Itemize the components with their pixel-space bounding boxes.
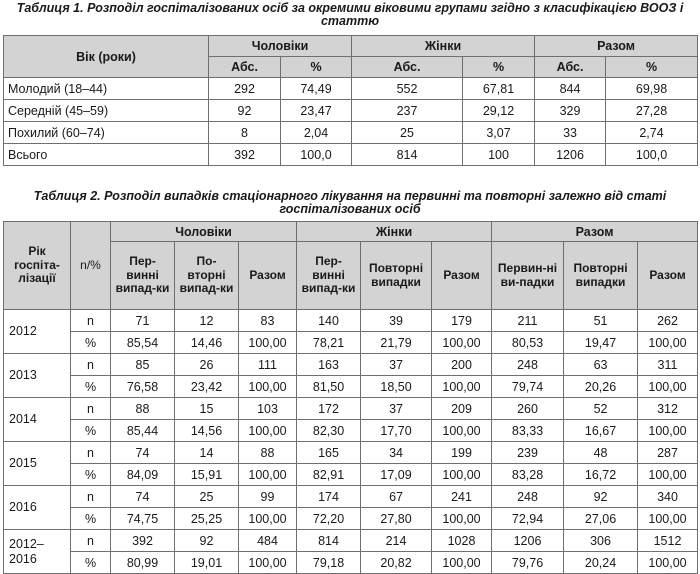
table-cell: 27,80 — [361, 508, 432, 530]
table-cell: 20,82 — [361, 552, 432, 574]
table-cell: 20,26 — [564, 376, 638, 398]
table-cell: 1206 — [535, 144, 606, 166]
measure-cell: % — [71, 332, 111, 354]
year-cell: 2013 — [4, 354, 71, 398]
table-cell: 100,00 — [432, 464, 492, 486]
group-header-men: Чоловіки — [111, 222, 297, 242]
table-cell: 25 — [175, 486, 239, 508]
sub-header: По-вторні випад-ки — [175, 242, 239, 310]
measure-cell: n — [71, 354, 111, 376]
table-cell: 214 — [361, 530, 432, 552]
group-header-total: Разом — [535, 36, 698, 57]
table-cell: 179 — [432, 310, 492, 332]
table-cell: 100,0 — [281, 144, 352, 166]
table-cell: 199 — [432, 442, 492, 464]
table1-caption: Таблиця 1. Розподіл госпіталізованих осіб за окремими віковими групами згідно з класифікацією ВООЗ і статтю — [16, 1, 684, 28]
table-cell: 1206 — [492, 530, 564, 552]
sub-header: Пер-винні випад-ки — [111, 242, 175, 310]
table-cell: 19,47 — [564, 332, 638, 354]
table-cell: 16,72 — [564, 464, 638, 486]
measure-cell: n — [71, 486, 111, 508]
table-cell: 84,09 — [111, 464, 175, 486]
table-cell: 17,09 — [361, 464, 432, 486]
table-cell: 79,74 — [492, 376, 564, 398]
table-cell: 200 — [432, 354, 492, 376]
table2-body — [4, 310, 698, 574]
sub-header: Разом — [432, 242, 492, 310]
row-label: Всього — [4, 144, 209, 166]
table-cell: 37 — [361, 354, 432, 376]
sub-header: % — [281, 57, 352, 78]
table-cell: 165 — [297, 442, 361, 464]
table-cell: 33 — [535, 122, 606, 144]
year-cell: 2012 — [4, 310, 71, 354]
table-cell: 100,00 — [432, 420, 492, 442]
table-cell: 1028 — [432, 530, 492, 552]
table-cell: 1512 — [638, 530, 698, 552]
table-cell: 67,81 — [463, 78, 535, 100]
group-header-women: Жінки — [352, 36, 535, 57]
table-cell: 20,24 — [564, 552, 638, 574]
table-cell: 48 — [564, 442, 638, 464]
measure-cell: n — [71, 398, 111, 420]
table-cell: 392 — [111, 530, 175, 552]
sub-header: Пер-винні випад-ки — [297, 242, 361, 310]
table-cell: 79,18 — [297, 552, 361, 574]
table-cell: 100,00 — [638, 420, 698, 442]
table-cell: 2,74 — [606, 122, 698, 144]
table-cell: 74 — [111, 486, 175, 508]
table-cell: 100,00 — [239, 464, 297, 486]
table-cell: 262 — [638, 310, 698, 332]
table-row — [4, 122, 698, 144]
table-cell: 80,99 — [111, 552, 175, 574]
row-label: Похилий (60–74) — [4, 122, 209, 144]
sub-header: Разом — [638, 242, 698, 310]
table-cell: 23,47 — [281, 100, 352, 122]
table-cell: 100,00 — [432, 376, 492, 398]
table-cell: 100,00 — [239, 376, 297, 398]
table-cell: 51 — [564, 310, 638, 332]
table-cell: 292 — [209, 78, 281, 100]
year-cell: 2015 — [4, 442, 71, 486]
table-cell: 260 — [492, 398, 564, 420]
table-cell: 18,50 — [361, 376, 432, 398]
table-cell: 103 — [239, 398, 297, 420]
sub-header: Абс. — [352, 57, 463, 78]
table-cell: 88 — [239, 442, 297, 464]
sub-header: Повторні випадки — [564, 242, 638, 310]
table1-body — [4, 78, 698, 166]
table-cell: 241 — [432, 486, 492, 508]
measure-cell: % — [71, 464, 111, 486]
table-cell: 311 — [638, 354, 698, 376]
table-cell: 82,91 — [297, 464, 361, 486]
table-cell: 27,06 — [564, 508, 638, 530]
group-header-women: Жінки — [297, 222, 492, 242]
table-cell: 14,56 — [175, 420, 239, 442]
table-cell: 82,30 — [297, 420, 361, 442]
sub-header: Повторні випадки — [361, 242, 432, 310]
table-cell: 8 — [209, 122, 281, 144]
treatment-cases-table — [3, 221, 698, 574]
table2-caption: Таблиця 2. Розподіл випадків стаціонарного лікування на первинні та повторні залежно від статі госпіталізованих осіб — [33, 189, 667, 216]
table-cell: 329 — [535, 100, 606, 122]
table-cell: 100,00 — [432, 332, 492, 354]
table-cell: 27,28 — [606, 100, 698, 122]
table-cell: 312 — [638, 398, 698, 420]
table-cell: 100,00 — [638, 552, 698, 574]
table-cell: 172 — [297, 398, 361, 420]
year-cell: 2014 — [4, 398, 71, 442]
table-cell: 552 — [352, 78, 463, 100]
table-cell: 67 — [361, 486, 432, 508]
table-cell: 88 — [111, 398, 175, 420]
table-cell: 25,25 — [175, 508, 239, 530]
measure-cell: % — [71, 420, 111, 442]
table-cell: 100 — [463, 144, 535, 166]
table-cell: 248 — [492, 354, 564, 376]
table-cell: 237 — [352, 100, 463, 122]
group-header-total: Разом — [492, 222, 698, 242]
sub-header: % — [606, 57, 698, 78]
table-cell: 100,00 — [432, 508, 492, 530]
table-cell: 78,21 — [297, 332, 361, 354]
table-cell: 100,0 — [606, 144, 698, 166]
table-cell: 100,00 — [638, 332, 698, 354]
table-cell: 209 — [432, 398, 492, 420]
measure-cell: n — [71, 530, 111, 552]
table-cell: 140 — [297, 310, 361, 332]
sub-header: % — [463, 57, 535, 78]
sub-header: Абс. — [535, 57, 606, 78]
table-cell: 85,54 — [111, 332, 175, 354]
table-row — [4, 464, 698, 486]
col-header-year: Рік госпіта-лізації — [4, 222, 71, 310]
table-cell: 12 — [175, 310, 239, 332]
table-row — [4, 332, 698, 354]
table-cell: 17,70 — [361, 420, 432, 442]
measure-cell: % — [71, 376, 111, 398]
table-cell: 83,33 — [492, 420, 564, 442]
table-cell: 100,00 — [239, 420, 297, 442]
table-cell: 85,44 — [111, 420, 175, 442]
table-cell: 74,49 — [281, 78, 352, 100]
table-cell: 16,67 — [564, 420, 638, 442]
table-row — [4, 508, 698, 530]
col-header-age: Вік (роки) — [4, 36, 209, 78]
row-label: Молодий (18–44) — [4, 78, 209, 100]
table-cell: 23,42 — [175, 376, 239, 398]
table-cell: 39 — [361, 310, 432, 332]
table-cell: 111 — [239, 354, 297, 376]
table-cell: 14 — [175, 442, 239, 464]
table-cell: 392 — [209, 144, 281, 166]
sub-header: Абс. — [209, 57, 281, 78]
table-cell: 19,01 — [175, 552, 239, 574]
table-cell: 100,00 — [239, 552, 297, 574]
table-cell: 83,28 — [492, 464, 564, 486]
table-cell: 81,50 — [297, 376, 361, 398]
table-cell: 92 — [175, 530, 239, 552]
table-cell: 69,98 — [606, 78, 698, 100]
table-row — [4, 78, 698, 100]
table-cell: 248 — [492, 486, 564, 508]
table-cell: 14,46 — [175, 332, 239, 354]
table-cell: 92 — [209, 100, 281, 122]
table-cell: 100,00 — [638, 376, 698, 398]
table-row — [4, 442, 698, 464]
table-cell: 80,53 — [492, 332, 564, 354]
measure-cell: % — [71, 552, 111, 574]
table-row — [4, 310, 698, 332]
table-cell: 74,75 — [111, 508, 175, 530]
year-cell: 2012–2016 — [4, 530, 71, 574]
table-cell: 484 — [239, 530, 297, 552]
age-group-table — [3, 35, 698, 166]
table-cell: 306 — [564, 530, 638, 552]
table-cell: 21,79 — [361, 332, 432, 354]
table-cell: 99 — [239, 486, 297, 508]
year-cell: 2016 — [4, 486, 71, 530]
table-cell: 79,76 — [492, 552, 564, 574]
table-cell: 72,20 — [297, 508, 361, 530]
table-cell: 287 — [638, 442, 698, 464]
table-cell: 844 — [535, 78, 606, 100]
sub-header: Первин-ні ви-падки — [492, 242, 564, 310]
table-cell: 340 — [638, 486, 698, 508]
table-row — [4, 530, 698, 552]
measure-cell: n — [71, 442, 111, 464]
table-cell: 211 — [492, 310, 564, 332]
table-cell: 15,91 — [175, 464, 239, 486]
table-cell: 52 — [564, 398, 638, 420]
measure-cell: % — [71, 508, 111, 530]
table-cell: 239 — [492, 442, 564, 464]
table-cell: 814 — [297, 530, 361, 552]
table-row — [4, 144, 698, 166]
table-cell: 63 — [564, 354, 638, 376]
table-cell: 100,00 — [638, 508, 698, 530]
table-row — [4, 376, 698, 398]
table-cell: 25 — [352, 122, 463, 144]
table-cell: 174 — [297, 486, 361, 508]
table-cell: 814 — [352, 144, 463, 166]
table-cell: 15 — [175, 398, 239, 420]
table-row — [4, 552, 698, 574]
table-row — [4, 354, 698, 376]
table-cell: 26 — [175, 354, 239, 376]
table-row — [4, 486, 698, 508]
sub-header: Разом — [239, 242, 297, 310]
table-cell: 72,94 — [492, 508, 564, 530]
table-row — [4, 100, 698, 122]
table-cell: 29,12 — [463, 100, 535, 122]
col-header-n: n/% — [71, 222, 111, 310]
table-row — [4, 398, 698, 420]
table-cell: 2,04 — [281, 122, 352, 144]
table-cell: 3,07 — [463, 122, 535, 144]
measure-cell: n — [71, 310, 111, 332]
table-row — [4, 420, 698, 442]
table-cell: 92 — [564, 486, 638, 508]
table-cell: 100,00 — [638, 464, 698, 486]
table-cell: 34 — [361, 442, 432, 464]
table-cell: 74 — [111, 442, 175, 464]
table-cell: 163 — [297, 354, 361, 376]
table-cell: 83 — [239, 310, 297, 332]
table-cell: 100,00 — [239, 332, 297, 354]
group-header-men: Чоловіки — [209, 36, 352, 57]
table-cell: 100,00 — [239, 508, 297, 530]
table-cell: 37 — [361, 398, 432, 420]
row-label: Середній (45–59) — [4, 100, 209, 122]
table-cell: 76,58 — [111, 376, 175, 398]
table-cell: 71 — [111, 310, 175, 332]
table-cell: 85 — [111, 354, 175, 376]
table-cell: 100,00 — [432, 552, 492, 574]
